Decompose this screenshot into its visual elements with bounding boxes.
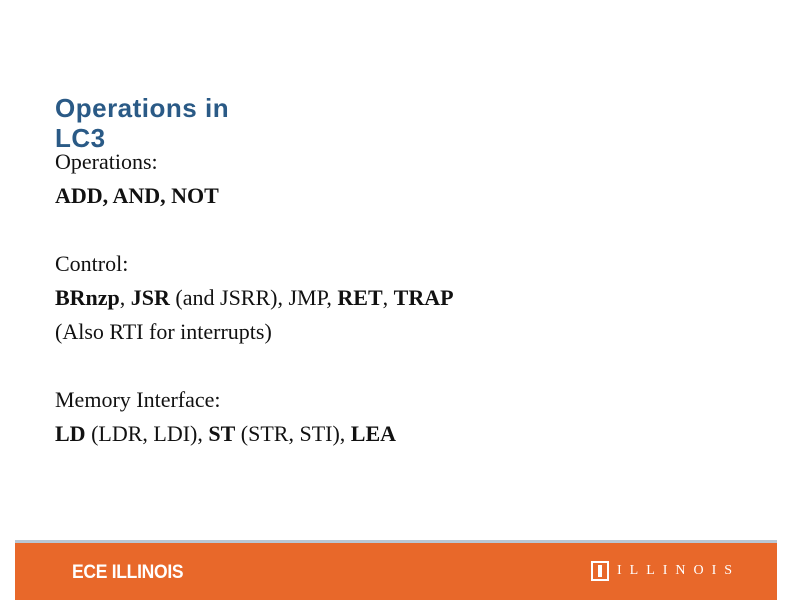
illinois-i-icon — [591, 561, 609, 581]
body-line: Operations: — [55, 149, 158, 174]
text-run: , — [119, 285, 131, 310]
illinois-wordmark: ILLINOIS — [617, 563, 741, 578]
text-run: (LDR, LDI), — [85, 421, 209, 446]
text-run: (and JSRR), JMP, — [169, 285, 338, 310]
illinois-logo — [591, 561, 740, 581]
bold-term: ADD, AND, NOT — [55, 183, 219, 208]
bold-term: TRAP — [393, 285, 454, 310]
body-line: Control: — [55, 251, 129, 276]
body-line — [55, 281, 755, 315]
body-line — [55, 179, 755, 213]
text-run: (STR, STI), — [235, 421, 351, 446]
bold-term: LD — [55, 421, 86, 446]
slide-title: Operations in LC3 — [55, 93, 230, 153]
line-spacer — [55, 213, 755, 247]
line-spacer — [55, 349, 755, 383]
body-line: Memory Interface: — [55, 387, 221, 412]
body-line — [55, 417, 755, 451]
body-line: (Also RTI for interrupts) — [55, 319, 272, 344]
footer-bar — [15, 540, 777, 600]
slide-body — [55, 145, 755, 451]
bold-term: BRnzp — [55, 285, 120, 310]
bold-term: JSR — [130, 285, 170, 310]
ece-illinois-logo-text: ECE ILLINOIS — [72, 562, 184, 583]
bold-term: ST — [208, 421, 236, 446]
text-run: , — [382, 285, 394, 310]
bold-term: RET — [337, 285, 383, 310]
bold-term: LEA — [350, 421, 397, 446]
